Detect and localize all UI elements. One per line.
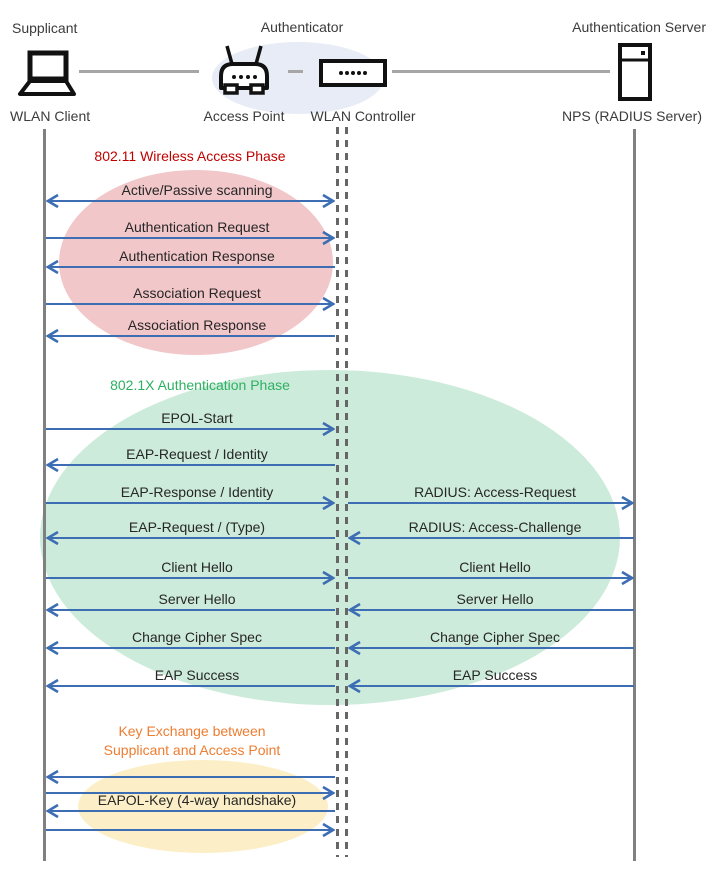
message-arrow-right	[46, 296, 335, 312]
message-label: Change Cipher Spec	[132, 629, 262, 645]
message-label: EPOL-Start	[161, 410, 233, 426]
message-label: EAPOL-Key (4-way handshake)	[97, 792, 297, 808]
actor-role-supplicant: Supplicant	[12, 20, 78, 36]
wlan-controller-icon	[319, 59, 387, 87]
actor-role-authenticator: Authenticator	[260, 19, 344, 35]
message-arrow-left	[46, 602, 335, 618]
message-label: Server Hello	[158, 591, 236, 607]
access-point-icon	[215, 44, 273, 100]
message-label: Association Request	[133, 285, 261, 301]
message-label: Client Hello	[161, 559, 233, 575]
message-label: Change Cipher Spec	[430, 629, 560, 645]
message-arrow-left	[46, 530, 335, 546]
message-arrow-left	[348, 530, 634, 546]
message-label: Client Hello	[459, 559, 531, 575]
message-label: Server Hello	[456, 591, 534, 607]
message-arrow-right	[46, 230, 335, 246]
message-arrow-left	[46, 803, 335, 819]
message-arrow-left	[348, 602, 634, 618]
message-label: EAP Success	[154, 667, 240, 683]
laptop-icon	[12, 50, 78, 98]
message-arrow-right	[348, 495, 634, 511]
message-arrow-left	[348, 678, 634, 694]
message-label: Association Response	[127, 317, 267, 333]
device-label-nps-radius-server: NPS (RADIUS Server)	[561, 108, 703, 124]
message-arrow-both	[46, 193, 335, 209]
message-label: EAP-Response / Identity	[120, 484, 274, 500]
message-label: Active/Passive scanning	[121, 182, 273, 198]
message-arrow-left	[348, 640, 634, 656]
device-label-wlan-controller: WLAN Controller	[310, 108, 416, 124]
message-arrow-left	[46, 328, 335, 344]
phase-title-80211-wireless-access: 802.11 Wireless Access Phase	[94, 148, 286, 164]
phase-title-key-exchange-line2: Supplicant and Access Point	[103, 742, 281, 758]
connector-controller-to-server	[392, 70, 610, 73]
message-label: RADIUS: Access-Request	[414, 484, 576, 500]
phase-title-8021x-authentication: 802.1X Authentication Phase	[110, 377, 290, 393]
message-label: EAP Success	[452, 667, 538, 683]
message-label: RADIUS: Access-Challenge	[408, 519, 582, 535]
message-label: EAP-Request / Identity	[126, 446, 268, 462]
message-arrow-right	[46, 570, 335, 586]
server-icon	[618, 43, 652, 101]
message-label: Authentication Response	[119, 248, 275, 264]
message-arrow-left	[46, 457, 335, 473]
message-arrow-left	[46, 640, 335, 656]
connector-ap-to-controller	[288, 70, 303, 73]
message-arrow-left	[46, 259, 335, 275]
message-arrow-right	[46, 421, 335, 437]
device-label-wlan-client: WLAN Client	[10, 108, 91, 124]
phase-title-key-exchange	[42, 722, 342, 760]
connector-client-to-ap	[79, 70, 199, 73]
phase-title-key-exchange-line1: Key Exchange between	[118, 723, 266, 739]
actor-role-authentication-server: Authentication Server	[572, 19, 706, 35]
message-arrow-left	[46, 769, 335, 785]
message-arrow-right	[348, 570, 634, 586]
message-arrow-right	[46, 495, 335, 511]
device-label-access-point: Access Point	[203, 108, 285, 124]
message-label: EAP-Request / (Type)	[128, 519, 266, 535]
message-label: Authentication Request	[124, 219, 270, 235]
message-arrow-left	[46, 678, 335, 694]
message-arrow-right	[46, 822, 335, 838]
